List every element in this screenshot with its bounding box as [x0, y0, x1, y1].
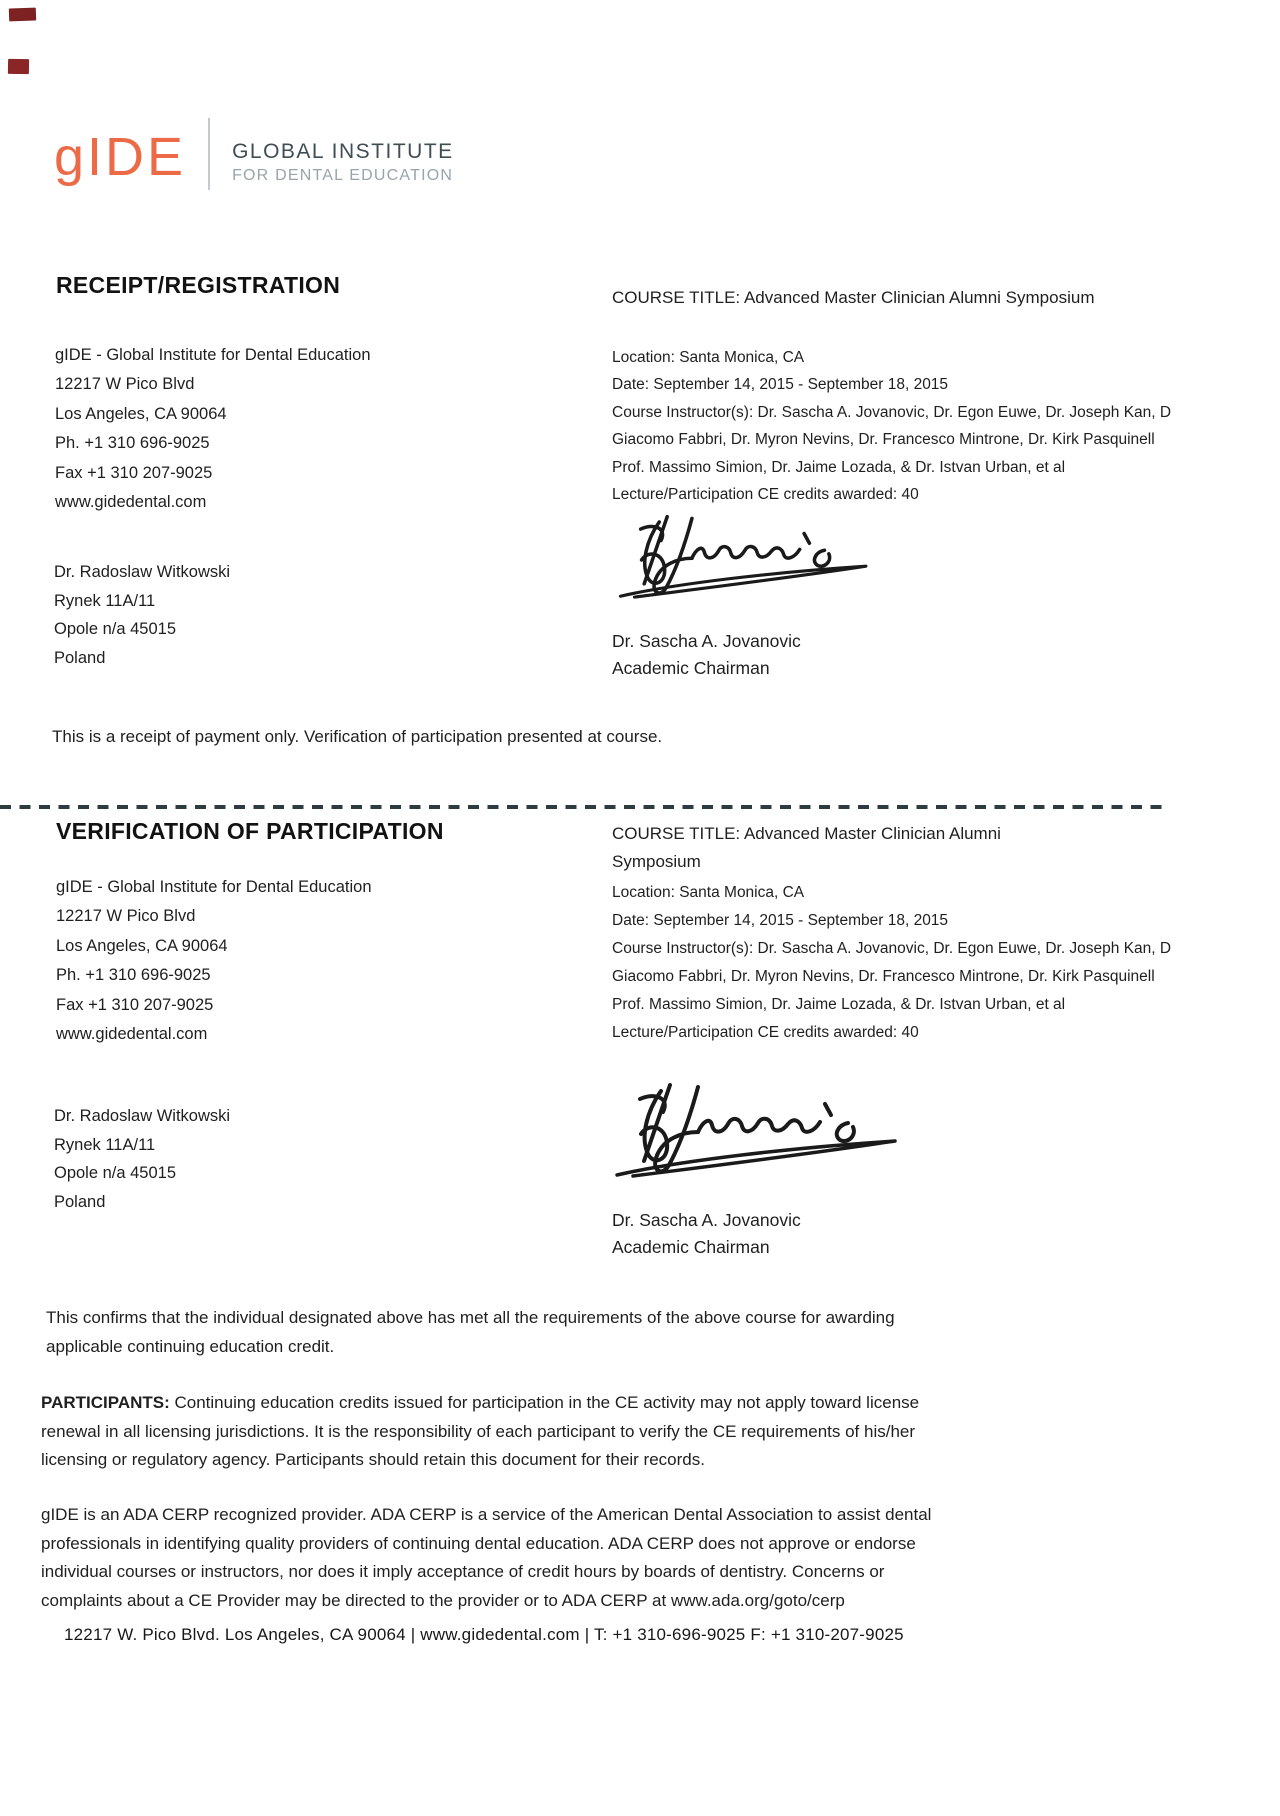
paragraph-line: This confirms that the individual designated above has met all the requirements of the above course for awarding [46, 1308, 895, 1327]
course-instructors-line: Giacomo Fabbri, Dr. Myron Nevins, Dr. Francesco Mintrone, Dr. Kirk Pasquinell [612, 968, 1155, 985]
paragraph-line: individual courses or instructors, nor does it imply acceptance of credit hours by boards of dentistry. Concerns or [41, 1562, 885, 1582]
org-address-line: 12217 W Pico Blvd [56, 907, 196, 926]
logo-name-line1: GLOBAL INSTITUTE [232, 140, 454, 163]
recipient-country: Poland [54, 1192, 106, 1211]
org-address-block [55, 341, 371, 517]
signer-title: Academic Chairman [612, 1236, 770, 1257]
course-instructors-line: Course Instructor(s): Dr. Sascha A. Jovanovic, Dr. Egon Euwe, Dr. Joseph Kan, D [612, 403, 1172, 421]
recipient-address-line: Opole n/a 45015 [54, 620, 177, 639]
org-address-block-verification [56, 873, 372, 1049]
signer-name: Dr. Sascha A. Jovanovic [612, 1210, 801, 1230]
course-instructors-line: Course Instructor(s): Dr. Sascha A. Jovanovic, Dr. Egon Euwe, Dr. Joseph Kan, D [612, 940, 1172, 957]
paragraph-line: applicable continuing education credit. [46, 1336, 335, 1356]
course-title-line1: COURSE TITLE: Advanced Master Clinician Alumni [612, 824, 1001, 843]
course-title-verification [612, 820, 1001, 876]
footer-contact-line: 12217 W. Pico Blvd. Los Angeles, CA 90064 | www.gidedental.com | T: +1 310-696-9025 F: +1 310-207-9025 [64, 1625, 904, 1644]
org-address-line: gIDE - Global Institute for Dental Education [55, 346, 371, 364]
participants-text: Continuing education credits issued for participation in the CE activity may not apply toward license [169, 1393, 920, 1412]
logo-name-block [232, 140, 454, 185]
verification-heading: VERIFICATION OF PARTICIPATION [56, 818, 444, 844]
course-location: Location: Santa Monica, CA [612, 349, 805, 366]
course-title-line2: Symposium [612, 852, 701, 871]
recipient-address-line: Opole n/a 45015 [54, 1164, 177, 1183]
receipt-heading: RECEIPT/REGISTRATION [56, 272, 341, 298]
participants-label: PARTICIPANTS: [41, 1393, 170, 1412]
recipient-name: Dr. Radoslaw Witkowski [54, 563, 231, 581]
gide-logo [54, 118, 454, 190]
signature-jovanovic [608, 506, 873, 614]
course-credits: Lecture/Participation CE credits awarded: 40 [612, 1024, 919, 1041]
logo-name-line2: FOR DENTAL EDUCATION [232, 167, 454, 184]
course-instructors-line: Prof. Massimo Simion, Dr. Jaime Lozada, & Dr. Istvan Urban, et al [612, 458, 1066, 476]
org-address-line: Ph. +1 310 696-9025 [55, 434, 210, 453]
org-address-line: Ph. +1 310 696-9025 [56, 966, 211, 985]
logo-divider [208, 118, 210, 190]
org-address-line: gIDE - Global Institute for Dental Education [56, 878, 372, 896]
course-date: Date: September 14, 2015 - September 18, 2015 [612, 376, 949, 394]
org-address-line: 12217 W Pico Blvd [55, 375, 195, 394]
recipient-address-line: Rynek 11A/11 [54, 591, 156, 610]
recipient-block-verification [54, 1102, 230, 1216]
course-date: Date: September 14, 2015 - September 18, 2015 [612, 912, 949, 929]
scan-artifact-mark [8, 59, 29, 74]
course-instructors-line: Giacomo Fabbri, Dr. Myron Nevins, Dr. Francesco Mintrone, Dr. Kirk Pasquinell [612, 431, 1155, 449]
paragraph-line: professionals in identifying quality providers of continuing dental education. ADA CERP does not approve or endorse [41, 1533, 916, 1553]
course-location: Location: Santa Monica, CA [612, 884, 805, 901]
course-instructors-line: Prof. Massimo Simion, Dr. Jaime Lozada, & Dr. Istvan Urban, et al [612, 996, 1066, 1013]
scan-artifact-mark [9, 8, 36, 22]
participants-paragraph [41, 1389, 919, 1475]
recipient-address-line: Rynek 11A/11 [54, 1135, 156, 1154]
paragraph-line: renewal in all licensing jurisdictions. It is the responsibility of each participant to verify the CE requirements of his/her [41, 1421, 916, 1441]
course-details-receipt [612, 344, 1171, 508]
paragraph-line [41, 1389, 919, 1418]
ada-cerp-paragraph [41, 1501, 931, 1615]
recipient-block-receipt [54, 558, 230, 672]
paragraph-line: gIDE is an ADA CERP recognized provider. ADA CERP is a service of the American Dental Association to assist dental [41, 1505, 932, 1524]
course-credits: Lecture/Participation CE credits awarded: 40 [612, 486, 919, 504]
paragraph-line: complaints about a CE Provider may be directed to the provider or to ADA CERP at www.ada.org/goto/cerp [41, 1590, 845, 1610]
org-address-line: Fax +1 310 207-9025 [56, 995, 214, 1014]
signer-title: Academic Chairman [612, 657, 770, 678]
signature-jovanovic [603, 1073, 903, 1195]
org-address-line: www.gidedental.com [55, 493, 207, 512]
paragraph-line: licensing or regulatory agency. Participants should retain this document for their records. [41, 1450, 705, 1470]
confirmation-paragraph [46, 1304, 895, 1361]
org-address-line: Fax +1 310 207-9025 [55, 463, 213, 482]
org-address-line: www.gidedental.com [56, 1025, 208, 1044]
signer-block-receipt [612, 628, 801, 681]
org-address-line: Los Angeles, CA 90064 [55, 404, 227, 423]
signer-block-verification [612, 1207, 801, 1260]
course-title-receipt: COURSE TITLE: Advanced Master Clinician Alumni Symposium [612, 288, 1095, 307]
logo-wordmark: gIDE [54, 127, 187, 187]
signer-name: Dr. Sascha A. Jovanovic [612, 631, 801, 651]
recipient-country: Poland [54, 648, 106, 667]
org-address-line: Los Angeles, CA 90064 [56, 936, 228, 955]
dashed-divider [0, 805, 1168, 809]
receipt-note: This is a receipt of payment only. Verification of participation presented at course. [52, 727, 663, 746]
course-details-verification [612, 879, 1171, 1047]
recipient-name: Dr. Radoslaw Witkowski [54, 1107, 231, 1125]
